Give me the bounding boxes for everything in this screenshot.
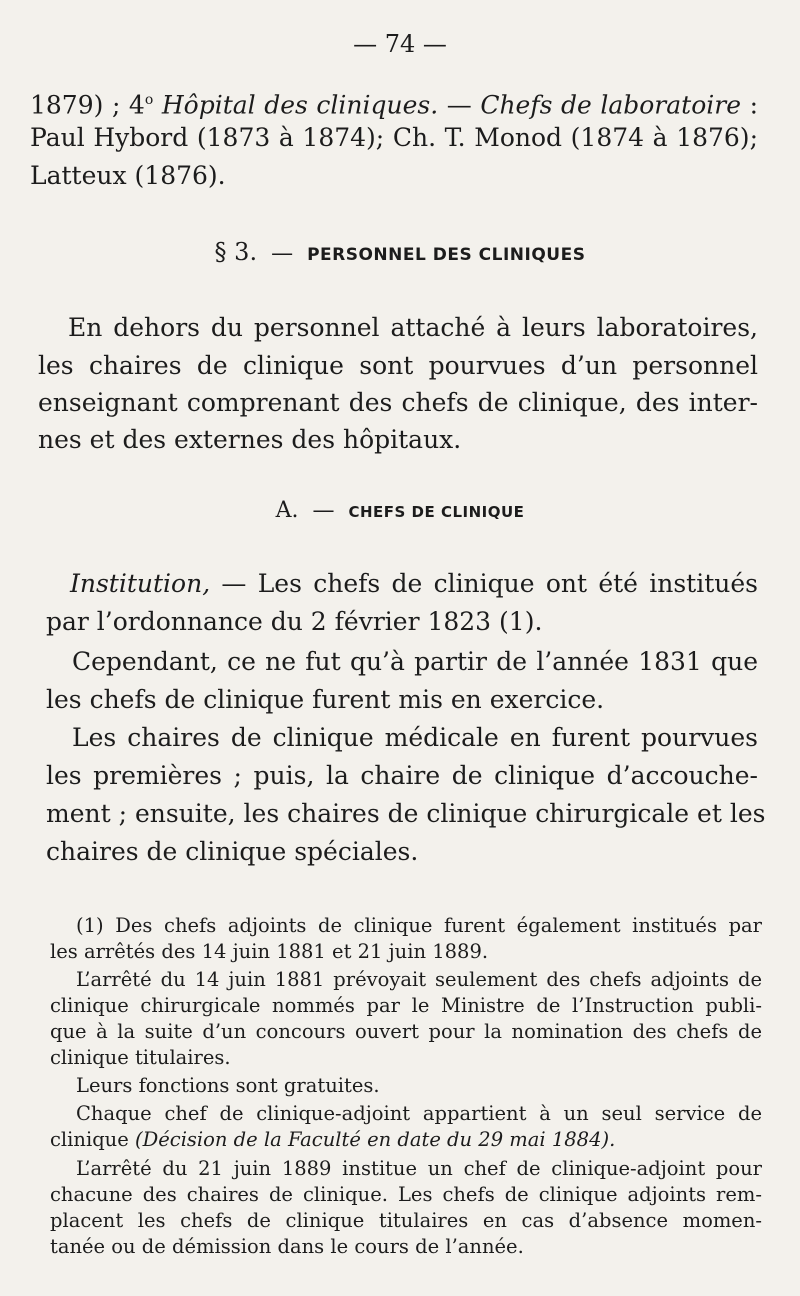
intro-line-3: Latteux (1876).	[30, 161, 226, 190]
footnote-5-line-2: chacune des chaires de clinique. Les chefs de clinique adjoints rem-	[50, 1183, 762, 1206]
footnote-2-line-1: L’arrêté du 14 juin 1881 prévoyait seulement des chefs adjoints de	[76, 968, 762, 991]
institution-line-1: Institution, — Les chefs de clinique ont été institués	[70, 569, 758, 598]
footnote-4-line-1: Chaque chef de clinique-adjoint appartient à un seul service de	[76, 1102, 762, 1125]
paragraph-1-line-4: nes et des externes des hôpitaux.	[38, 425, 462, 454]
footnote-2-line-2: clinique chirurgicale nommés par le Ministre de l’Instruction publi-	[50, 994, 762, 1017]
paragraph-1-line-3: enseignant comprenant des chefs de clinique, des inter-	[38, 388, 758, 417]
footnote-5-line-4: tanée ou de démission dans le cours de l’année.	[50, 1235, 524, 1258]
intro-line-1: 1879) ; 4$^o$ Hôpital des cliniques. — Chefs de laboratoire :	[30, 90, 758, 120]
paragraph-1-line-2: les chaires de clinique sont pourvues d’un personnel	[38, 351, 758, 380]
institution-line-2: par l’ordonnance du 2 février 1823 (1).	[46, 607, 543, 636]
footnote-5-line-1: L’arrêté du 21 juin 1889 institue un chef de clinique-adjoint pour	[76, 1157, 762, 1180]
footnote-2-line-3: que à la suite d’un concours ouvert pour la nomination des chefs de	[50, 1020, 762, 1043]
paragraph-3-line-1: Cependant, ce ne fut qu’à partir de l’année 1831 que	[72, 647, 758, 676]
section-heading: § 3. — PERSONNEL DES CLINIQUES	[214, 238, 586, 266]
footnote-1-line-2: les arrêtés des 14 juin 1881 et 21 juin 1889.	[50, 940, 489, 963]
footnote-2-line-4: clinique titulaires.	[50, 1046, 231, 1069]
subsection-heading: A. — CHEFS DE CLINIQUE	[275, 498, 525, 523]
paragraph-4-line-3: ment ; ensuite, les chaires de clinique chirurgicale et les	[46, 799, 766, 828]
footnote-4-line-2: clinique (Décision de la Faculté en date du 29 mai 1884).	[50, 1128, 616, 1151]
paragraph-1-line-1: En dehors du personnel attaché à leurs laboratoires,	[68, 313, 758, 342]
intro-line-2: Paul Hybord (1873 à 1874); Ch. T. Monod (1874 à 1876);	[30, 123, 758, 152]
paragraph-4-line-4: chaires de clinique spéciales.	[46, 837, 419, 866]
page-number: — 74 —	[353, 30, 447, 58]
footnote-1-line-1: (1) Des chefs adjoints de clinique furent également institués par	[76, 914, 762, 937]
footnote-5-line-3: placent les chefs de clinique titulaires en cas d’absence momen-	[50, 1209, 762, 1232]
paragraph-4-line-1: Les chaires de clinique médicale en furent pourvues	[72, 723, 758, 752]
footnote-3: Leurs fonctions sont gratuites.	[76, 1074, 380, 1097]
paragraph-4-line-2: les premières ; puis, la chaire de clinique d’accouche-	[46, 761, 758, 790]
paragraph-3-line-2: les chefs de clinique furent mis en exercice.	[46, 685, 605, 714]
